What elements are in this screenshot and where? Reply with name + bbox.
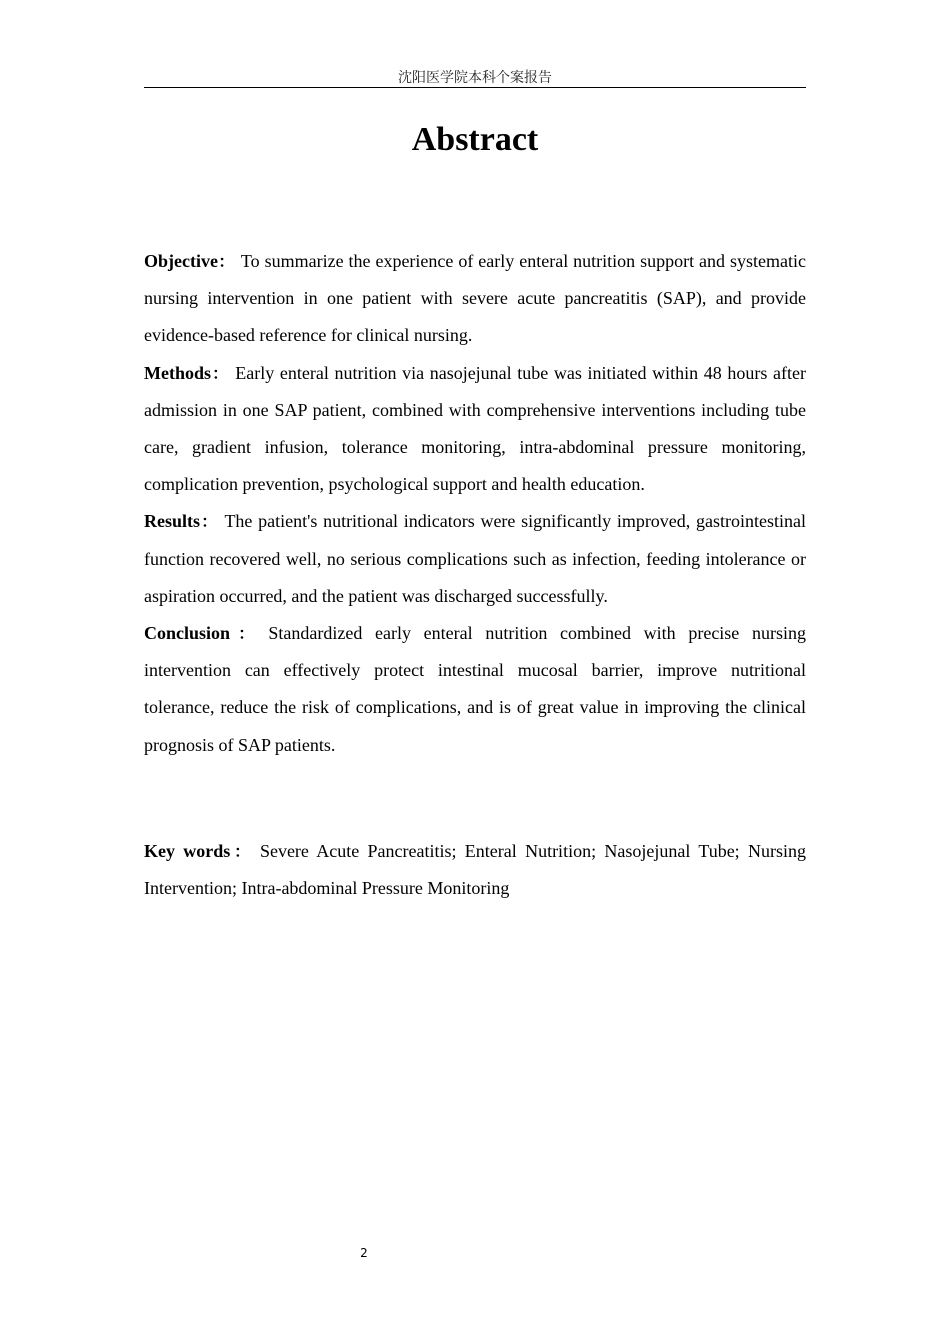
- objective-paragraph: [144, 243, 806, 355]
- running-header: 沈阳医学院本科个案报告: [144, 68, 806, 88]
- conclusion-colon: ：: [230, 624, 263, 644]
- methods-colon: ：: [211, 363, 230, 383]
- keywords-text: Severe Acute Pancreatitis; Enteral Nutrition; Nasojejunal Tube; Nursing Intervention; Intra-abdominal Pressure Monitoring: [144, 841, 806, 899]
- methods-paragraph: [144, 355, 806, 504]
- abstract-body: [144, 243, 806, 764]
- methods-text: Early enteral nutrition via nasojejunal tube was initiated within 48 hours after admission in one SAP patient, combined with comprehensive interventions including tube care, gradient infusion, tolerance monitoring, intra-abdominal pressure monitoring, complication prevention, psychological support and health education.: [144, 362, 806, 495]
- methods-label: Methods: [144, 362, 211, 383]
- conclusion-paragraph: [144, 615, 806, 764]
- keywords-paragraph: [144, 833, 806, 907]
- results-paragraph: [144, 503, 806, 615]
- keywords-colon: ：: [230, 842, 254, 861]
- page-number: 2: [360, 1246, 368, 1260]
- results-colon: ：: [200, 512, 219, 532]
- keywords-label: Key words: [144, 841, 231, 861]
- abstract-title: Abstract: [411, 121, 539, 158]
- objective-colon: ：: [217, 252, 235, 271]
- conclusion-label: Conclusion: [144, 623, 231, 644]
- results-label: Results: [144, 511, 201, 532]
- objective-label: Objective: [144, 251, 218, 271]
- objective-text: To summarize the experience of early enteral nutrition support and systematic nursing intervention in one patient with severe acute pancreatitis (SAP), and provide evidence-based reference for clinical nursing.: [144, 251, 806, 346]
- results-text: The patient's nutritional indicators were significantly improved, gastrointestinal function recovered well, no serious complications such as infection, feeding intolerance or aspiration occurred, and the patient was discharged successfully.: [144, 511, 806, 606]
- conclusion-text: Standardized early enteral nutrition combined with precise nursing intervention can effectively protect intestinal mucosal barrier, improve nutritional tolerance, reduce the risk of complications, and is of great value in improving the clinical prognosis of SAP patients.: [144, 623, 806, 755]
